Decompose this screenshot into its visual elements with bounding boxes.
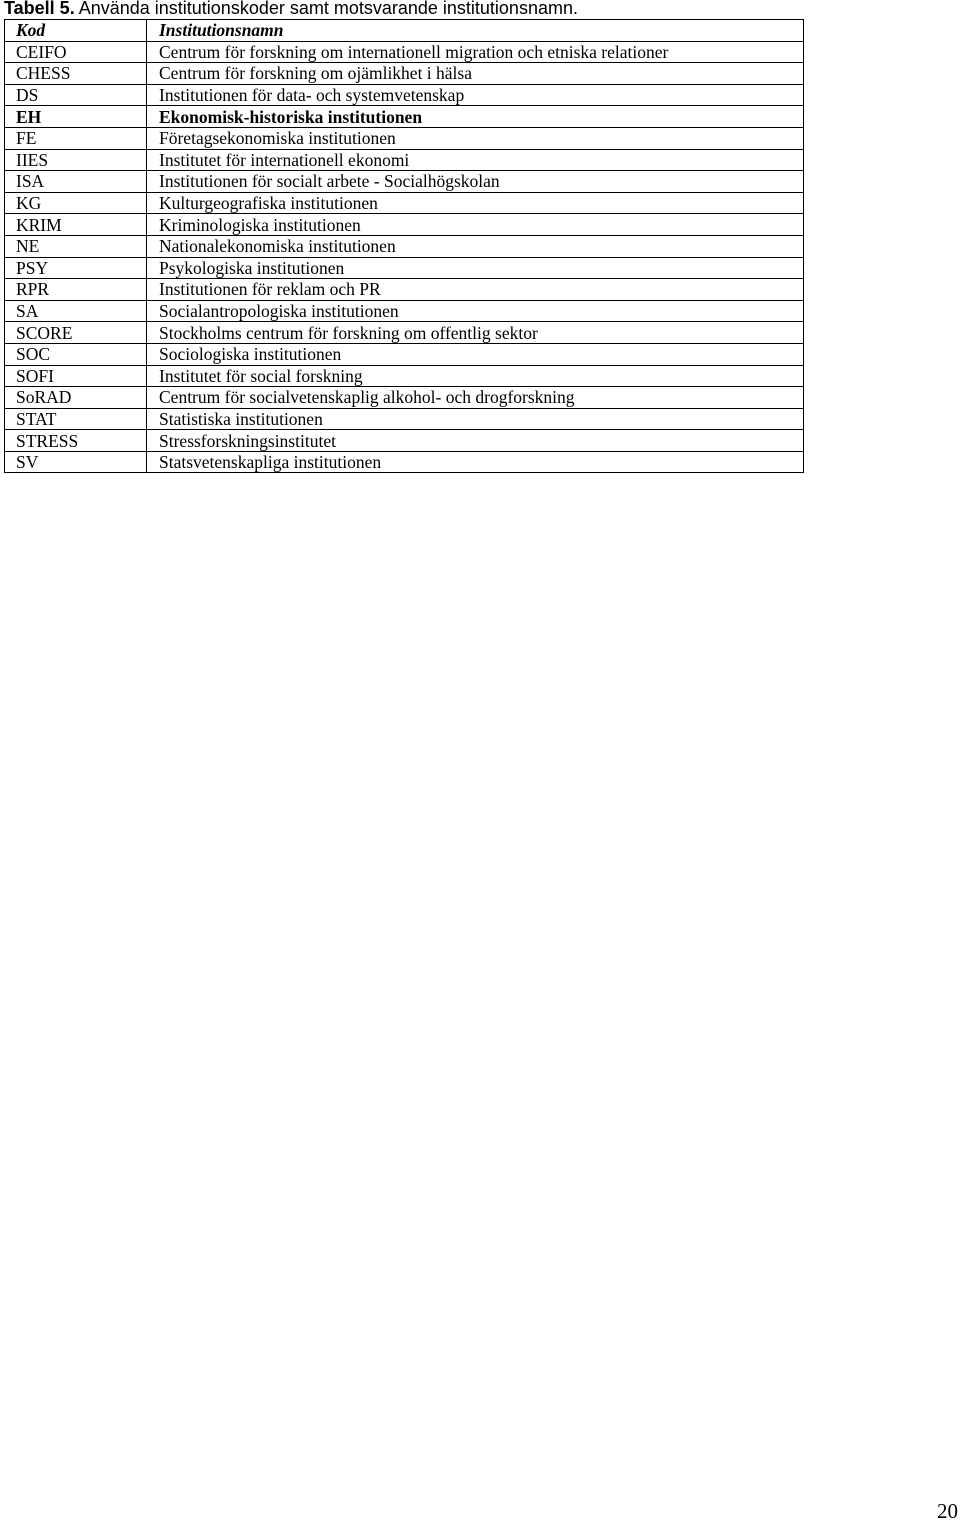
table-row	[5, 127, 804, 149]
institution-name: Stockholms centrum för forskning om offentlig sektor	[147, 322, 804, 344]
institution-code: CHESS	[5, 63, 147, 85]
institution-code: KG	[5, 192, 147, 214]
institution-code: SA	[5, 300, 147, 322]
institution-name: Institutionen för data- och systemvetenskap	[147, 84, 804, 106]
institution-name: Stressforskningsinstitutet	[147, 430, 804, 452]
table-row	[5, 214, 804, 236]
table-body	[5, 20, 804, 473]
table-row	[5, 106, 804, 128]
header-code: Kod	[5, 20, 147, 42]
institution-code: SOFI	[5, 365, 147, 387]
table-row	[5, 235, 804, 257]
institution-name: Psykologiska institutionen	[147, 257, 804, 279]
table-row	[5, 408, 804, 430]
institution-code: DS	[5, 84, 147, 106]
table-row	[5, 300, 804, 322]
institution-name: Sociologiska institutionen	[147, 343, 804, 365]
table-row	[5, 387, 804, 409]
institution-code: EH	[5, 106, 147, 128]
caption-text: Använda institutionskoder samt motsvarande institutionsnamn.	[74, 0, 578, 18]
institution-code: STAT	[5, 408, 147, 430]
header-name: Institutionsnamn	[147, 20, 804, 42]
institution-code: NE	[5, 235, 147, 257]
table-caption	[4, 0, 578, 19]
institution-name: Socialantropologiska institutionen	[147, 300, 804, 322]
table-row	[5, 365, 804, 387]
institution-code: CEIFO	[5, 41, 147, 63]
institution-name: Institutionen för socialt arbete - Socialhögskolan	[147, 171, 804, 193]
institution-name: Statistiska institutionen	[147, 408, 804, 430]
institution-name: Institutet för internationell ekonomi	[147, 149, 804, 171]
table-row	[5, 149, 804, 171]
institution-code: SV	[5, 451, 147, 473]
table-row	[5, 322, 804, 344]
institution-code: FE	[5, 127, 147, 149]
institution-code: IIES	[5, 149, 147, 171]
table-row	[5, 84, 804, 106]
institution-name: Kulturgeografiska institutionen	[147, 192, 804, 214]
institution-name: Centrum för socialvetenskaplig alkohol- och drogforskning	[147, 387, 804, 409]
institution-name: Centrum för forskning om internationell migration och etniska relationer	[147, 41, 804, 63]
table-row	[5, 343, 804, 365]
page-number: 20	[937, 1499, 958, 1523]
institution-code: SOC	[5, 343, 147, 365]
table-row	[5, 192, 804, 214]
institution-name: Institutionen för reklam och PR	[147, 279, 804, 301]
institution-code: PSY	[5, 257, 147, 279]
table-row	[5, 430, 804, 452]
institution-name: Institutet för social forskning	[147, 365, 804, 387]
table-row	[5, 171, 804, 193]
caption-label: Tabell 5.	[4, 0, 75, 18]
institution-code: KRIM	[5, 214, 147, 236]
table-row	[5, 41, 804, 63]
institution-code: SoRAD	[5, 387, 147, 409]
institution-name: Nationalekonomiska institutionen	[147, 235, 804, 257]
institution-name: Statsvetenskapliga institutionen	[147, 451, 804, 473]
institution-code: RPR	[5, 279, 147, 301]
institution-table	[4, 19, 804, 473]
table-header-row	[5, 20, 804, 42]
institution-code: STRESS	[5, 430, 147, 452]
institution-code: ISA	[5, 171, 147, 193]
institution-name: Ekonomisk-historiska institutionen	[147, 106, 804, 128]
table-row	[5, 63, 804, 85]
table-row	[5, 279, 804, 301]
institution-name: Centrum för forskning om ojämlikhet i hälsa	[147, 63, 804, 85]
institution-name: Företagsekonomiska institutionen	[147, 127, 804, 149]
institution-code: SCORE	[5, 322, 147, 344]
institution-name: Kriminologiska institutionen	[147, 214, 804, 236]
table-row	[5, 451, 804, 473]
table-row	[5, 257, 804, 279]
